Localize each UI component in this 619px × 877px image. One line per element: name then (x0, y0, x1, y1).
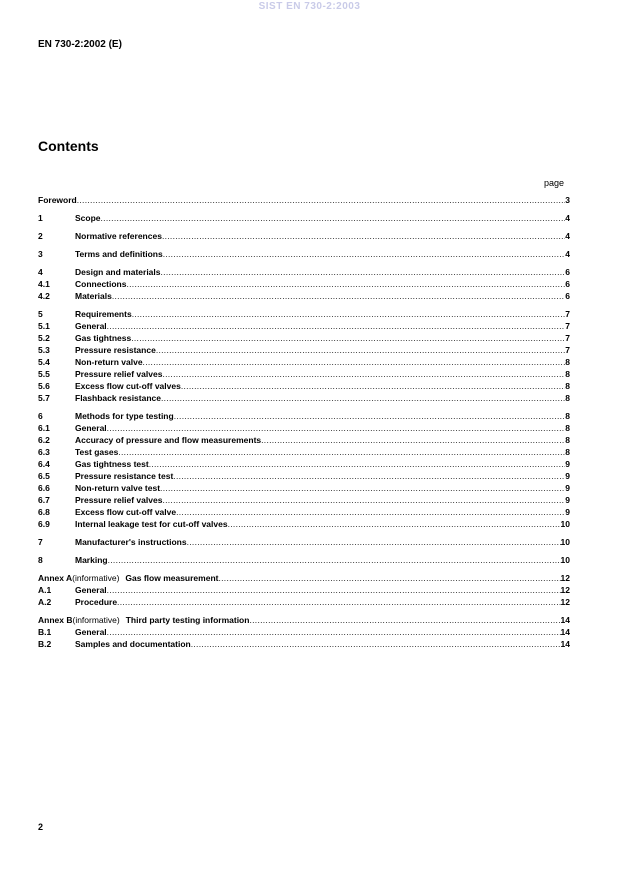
toc-entry-page: 10 (560, 555, 570, 565)
toc-leader-dots (131, 332, 565, 344)
toc-entry-page: 8 (565, 369, 570, 379)
toc-entry[interactable] (38, 212, 570, 224)
toc-leader-dots (108, 554, 561, 566)
toc-leader-dots (191, 638, 561, 650)
toc-entry-title: Third party testing information (125, 615, 250, 625)
toc-entry[interactable] (38, 470, 570, 482)
toc-entry-number: 4.1 (38, 279, 50, 289)
toc-entry[interactable] (38, 518, 570, 530)
toc-entry-number: 6.5 (38, 471, 50, 481)
toc-entry-title: Excess flow cut-off valves (75, 381, 181, 391)
toc-entry-page: 9 (565, 459, 570, 469)
contents-heading: Contents (38, 138, 99, 154)
toc-entry-page: 9 (565, 471, 570, 481)
toc-entry-title: Gas tightness (75, 333, 132, 343)
toc-leader-dots (181, 380, 565, 392)
toc-leader-dots (187, 536, 561, 548)
toc-entry[interactable] (38, 434, 570, 446)
toc-entry-page: 8 (565, 393, 570, 403)
toc-entry[interactable] (38, 266, 570, 278)
toc-annex-label: Annex B (38, 615, 73, 625)
toc-entry-page: 4 (565, 249, 570, 259)
toc-entry[interactable] (38, 614, 570, 626)
toc-entry[interactable] (38, 248, 570, 260)
toc-entry-title: Pressure relief valves (75, 495, 163, 505)
toc-entry-title: General (75, 627, 107, 637)
toc-leader-dots (118, 446, 565, 458)
toc-entry-number: 6.3 (38, 447, 50, 457)
toc-entry-title: Accuracy of pressure and flow measurements (75, 435, 262, 445)
toc-entry-title: Marking (75, 555, 108, 565)
toc-entry-title: Manufacturer's instructions (75, 537, 187, 547)
toc-entry-page: 14 (560, 639, 570, 649)
toc-entry-page: 6 (565, 267, 570, 277)
toc-entry[interactable] (38, 572, 570, 584)
toc-entry-page: 10 (560, 519, 570, 529)
toc-leader-dots (126, 278, 565, 290)
toc-entry[interactable] (38, 446, 570, 458)
toc-entry-page: 7 (565, 333, 570, 343)
toc-entry-number: 3 (38, 249, 43, 259)
toc-entry[interactable] (38, 494, 570, 506)
toc-leader-dots (174, 410, 566, 422)
toc-entry-page: 3 (565, 195, 570, 205)
toc-entry-title: Design and materials (75, 267, 161, 277)
toc-entry[interactable] (38, 392, 570, 404)
toc-entry-number: 6.8 (38, 507, 50, 517)
toc-entry-page: 8 (565, 435, 570, 445)
toc-leader-dots (176, 506, 565, 518)
toc-leader-dots (77, 194, 566, 206)
toc-entry-number: 6.2 (38, 435, 50, 445)
toc-entry[interactable] (38, 332, 570, 344)
toc-entry-page: 12 (560, 585, 570, 595)
toc-entry[interactable] (38, 230, 570, 242)
toc-entry-number: 6.6 (38, 483, 50, 493)
toc-entry-page: 12 (560, 573, 570, 583)
toc-entry-page: 4 (565, 213, 570, 223)
toc-entry-title: Samples and documentation (75, 639, 191, 649)
table-of-contents (38, 194, 570, 650)
toc-entry-title: Scope (75, 213, 101, 223)
toc-entry-number: 8 (38, 555, 43, 565)
toc-entry-title: Gas flow measurement (125, 573, 219, 583)
toc-entry[interactable] (38, 554, 570, 566)
toc-leader-dots (143, 356, 566, 368)
toc-entry-page: 8 (565, 411, 570, 421)
toc-leader-dots (173, 470, 565, 482)
toc-leader-dots (107, 626, 561, 638)
toc-entry-page: 7 (565, 345, 570, 355)
toc-entry-page: 8 (565, 447, 570, 457)
toc-entry-title: Procedure (75, 597, 118, 607)
toc-entry[interactable] (38, 194, 570, 206)
toc-entry[interactable] (38, 320, 570, 332)
toc-entry-number: 5.3 (38, 345, 50, 355)
toc-leader-dots (162, 494, 565, 506)
toc-annex-label: Annex A (38, 573, 73, 583)
toc-entry[interactable] (38, 626, 570, 638)
toc-entry[interactable] (38, 596, 570, 608)
toc-entry-number: 4.2 (38, 291, 50, 301)
toc-entry-number: 5.7 (38, 393, 50, 403)
toc-entry[interactable] (38, 422, 570, 434)
toc-entry-number: 6 (38, 411, 43, 421)
toc-entry-number: 5 (38, 309, 43, 319)
toc-entry[interactable] (38, 584, 570, 596)
toc-entry-page: 7 (565, 321, 570, 331)
toc-leader-dots (161, 266, 566, 278)
toc-entry[interactable] (38, 278, 570, 290)
toc-entry-number: B.1 (38, 627, 52, 637)
toc-leader-dots (107, 422, 566, 434)
toc-leader-dots (162, 230, 565, 242)
toc-leader-dots (117, 596, 560, 608)
toc-entry[interactable] (38, 290, 570, 302)
toc-entry-title: General (75, 585, 107, 595)
toc-leader-dots (249, 614, 560, 626)
toc-entry-page: 9 (565, 507, 570, 517)
toc-entry-page: 6 (565, 291, 570, 301)
toc-entry-page: 14 (560, 627, 570, 637)
toc-entry-number: 6.7 (38, 495, 50, 505)
toc-entry-title: Foreword (38, 195, 77, 205)
toc-entry-page: 9 (565, 483, 570, 493)
toc-leader-dots (107, 320, 566, 332)
toc-leader-dots (161, 392, 565, 404)
toc-entry-page: 8 (565, 381, 570, 391)
document-id: EN 730-2:2002 (E) (38, 39, 122, 50)
toc-entry[interactable] (38, 308, 570, 320)
toc-entry-number: 5.4 (38, 357, 50, 367)
page-column-label: page (544, 178, 565, 188)
watermark-text: SIST EN 730-2:2003 (258, 1, 361, 12)
toc-entry-number: 5.5 (38, 369, 50, 379)
toc-entry-number: 5.1 (38, 321, 50, 331)
toc-leader-dots (160, 482, 565, 494)
toc-entry-title: Test gases (75, 447, 119, 457)
toc-leader-dots (163, 248, 566, 260)
toc-entry[interactable] (38, 410, 570, 422)
toc-entry-title: Pressure resistance (75, 345, 156, 355)
toc-entry[interactable] (38, 506, 570, 518)
toc-entry-number: 1 (38, 213, 43, 223)
toc-entry-page: 7 (565, 309, 570, 319)
toc-entry-number: 7 (38, 537, 43, 547)
toc-entry-number: 6.4 (38, 459, 50, 469)
toc-entry-title: Non-return valve test (75, 483, 161, 493)
toc-entry-page: 14 (560, 615, 570, 625)
toc-entry-number: 6.1 (38, 423, 50, 433)
toc-leader-dots (107, 584, 561, 596)
toc-entry-title: Requirements (75, 309, 132, 319)
toc-entry-page: 6 (565, 279, 570, 289)
toc-leader-dots (228, 518, 561, 530)
toc-entry-title: Pressure relief valves (75, 369, 163, 379)
toc-leader-dots (261, 434, 565, 446)
toc-entry-title: General (75, 423, 107, 433)
toc-leader-dots (112, 290, 565, 302)
toc-entry[interactable] (38, 458, 570, 470)
toc-entry[interactable] (38, 380, 570, 392)
toc-entry-title: Pressure resistance test (75, 471, 174, 481)
toc-entry-title: Excess flow cut-off valve (75, 507, 177, 517)
toc-entry-page: 4 (565, 231, 570, 241)
toc-entry-number: 4 (38, 267, 43, 277)
page-number: 2 (38, 822, 44, 832)
toc-entry-number: A.2 (38, 597, 52, 607)
toc-entry-title: Non-return valve (75, 357, 143, 367)
toc-entry-title: Internal leakage test for cut-off valves (75, 519, 228, 529)
toc-entry-title: Normative references (75, 231, 162, 241)
toc-entry-page: 8 (565, 357, 570, 367)
toc-entry[interactable] (38, 356, 570, 368)
toc-entry-page: 10 (560, 537, 570, 547)
toc-entry-number: B.2 (38, 639, 52, 649)
toc-entry[interactable] (38, 536, 570, 548)
toc-entry-number: 2 (38, 231, 43, 241)
toc-leader-dots (132, 308, 566, 320)
toc-entry-page: 9 (565, 495, 570, 505)
toc-entry-title: Gas tightness test (75, 459, 149, 469)
toc-leader-dots (218, 572, 560, 584)
toc-entry[interactable] (38, 344, 570, 356)
toc-entry-number: A.1 (38, 585, 52, 595)
toc-leader-dots (156, 344, 565, 356)
toc-leader-dots (162, 368, 565, 380)
toc-entry-title: Terms and definitions (75, 249, 163, 259)
toc-entry[interactable] (38, 638, 570, 650)
toc-entry-page: 8 (565, 423, 570, 433)
toc-entry-title: Materials (75, 291, 112, 301)
toc-entry-title: General (75, 321, 107, 331)
toc-entry-number: 6.9 (38, 519, 50, 529)
toc-entry[interactable] (38, 368, 570, 380)
toc-entry[interactable] (38, 482, 570, 494)
toc-leader-dots (149, 458, 566, 470)
toc-entry-number: 5.2 (38, 333, 50, 343)
toc-entry-title: Connections (75, 279, 127, 289)
toc-annex-note: (informative) (72, 615, 120, 625)
toc-entry-number: 5.6 (38, 381, 50, 391)
toc-leader-dots (101, 212, 566, 224)
toc-entry-page: 12 (560, 597, 570, 607)
toc-entry-title: Methods for type testing (75, 411, 174, 421)
toc-annex-note: (informative) (72, 573, 120, 583)
toc-entry-title: Flashback resistance (75, 393, 161, 403)
